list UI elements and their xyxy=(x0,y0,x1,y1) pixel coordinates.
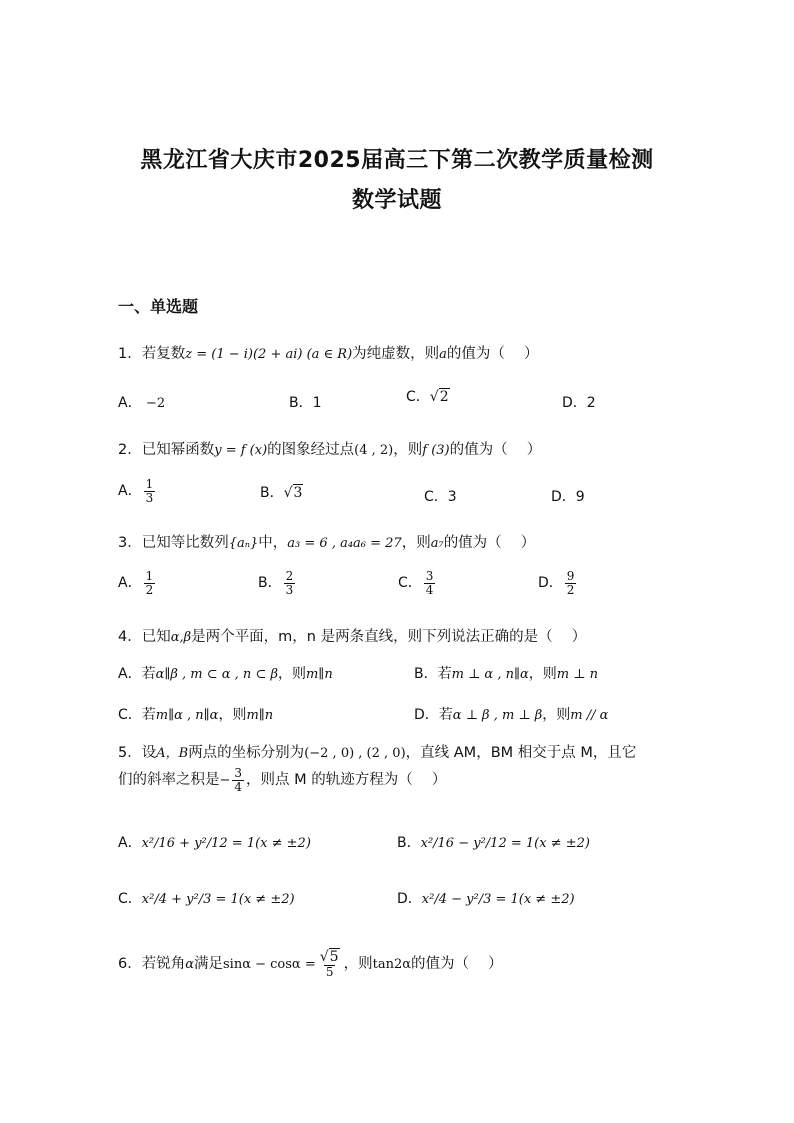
q1-var: a xyxy=(439,347,447,362)
q4-option-c: C．若m∥α , n∥α，则m∥n xyxy=(118,707,274,723)
q1-mid: 为纯虚数，则 xyxy=(352,346,440,362)
q5-option-b: B．x²/16 − y²/12 = 1(x ≠ ±2) xyxy=(397,835,590,851)
q1-option-a: A． −2 xyxy=(118,395,166,411)
question-5-line-2: 们的斜率之积是− $\frac{3}{4}$ ，则点 M 的轨迹方程为（ ） xyxy=(118,766,447,794)
q5-option-c: C．x²/4 + y²/3 = 1(x ≠ ±2) xyxy=(118,891,295,907)
q3-option-c: C． $\frac{3}{4}$ xyxy=(398,569,434,597)
q4-option-a: A．若α∥β , m ⊂ α , n ⊂ β，则m∥n xyxy=(118,666,333,682)
q2-option-b: B．√3 xyxy=(260,485,303,501)
question-5-line-1: 5．设A，B两点的坐标分别为(−2 , 0) , (2 , 0)，直线 AM，BM 相交于点 M，且它 xyxy=(118,745,637,761)
q2-option-a: A． $\frac{1}{3}$ xyxy=(118,477,154,505)
question-1 xyxy=(118,342,539,363)
q1-option-d: D．2 xyxy=(562,395,596,411)
q3-option-b: B． $\frac{2}{3}$ xyxy=(258,569,294,597)
q4-option-b: B．若m ⊥ α , n∥α，则m ⊥ n xyxy=(414,666,598,682)
document-title: 黑龙江省大庆市2025届高三下第二次教学质量检测 xyxy=(140,148,654,173)
q4-option-d: D．若α ⊥ β , m ⊥ β，则m // α xyxy=(414,707,609,723)
q1-expr: z = (1 − i)(2 + ai) (a ∈ R) xyxy=(185,347,353,362)
q1-option-b: B．1 xyxy=(289,395,322,411)
q5-option-d: D．x²/4 − y²/3 = 1(x ≠ ±2) xyxy=(397,891,575,907)
question-4: 4．已知α,β是两个平面，m，n 是两条直线，则下列说法正确的是（ ） xyxy=(118,629,587,645)
q2-option-d: D．9 xyxy=(551,489,585,505)
sqrt-symbol: √2 xyxy=(429,389,449,405)
q1-option-c: C．√2 xyxy=(406,389,449,405)
q3-option-d: D． $\frac{9}{2}$ xyxy=(538,569,575,597)
document-subtitle: 数学试题 xyxy=(351,188,442,213)
question-6: 6．若锐角α满足sinα − cosα = $\frac{√5}{5}$ ，则tan2α的值为（ ） xyxy=(118,949,503,979)
q3-option-a: A． $\frac{1}{2}$ xyxy=(118,569,154,597)
q1-pre: 1．若复数 xyxy=(118,346,186,362)
q5-option-a: A．x²/16 + y²/12 = 1(x ≠ ±2) xyxy=(118,835,311,851)
section-heading: 一、单选题 xyxy=(118,297,199,316)
q2-option-c: C．3 xyxy=(424,489,457,505)
question-3: 3．已知等比数列{aₙ}中，a₃ = 6 , a₄a₆ = 27，则a₇的值为（ ） xyxy=(118,535,536,551)
question-2: 2．已知幂函数y = f (x)的图象经过点(4 , 2)，则f (3)的值为（ ） xyxy=(118,442,542,458)
q1-post: 的值为（ ） xyxy=(446,346,539,362)
